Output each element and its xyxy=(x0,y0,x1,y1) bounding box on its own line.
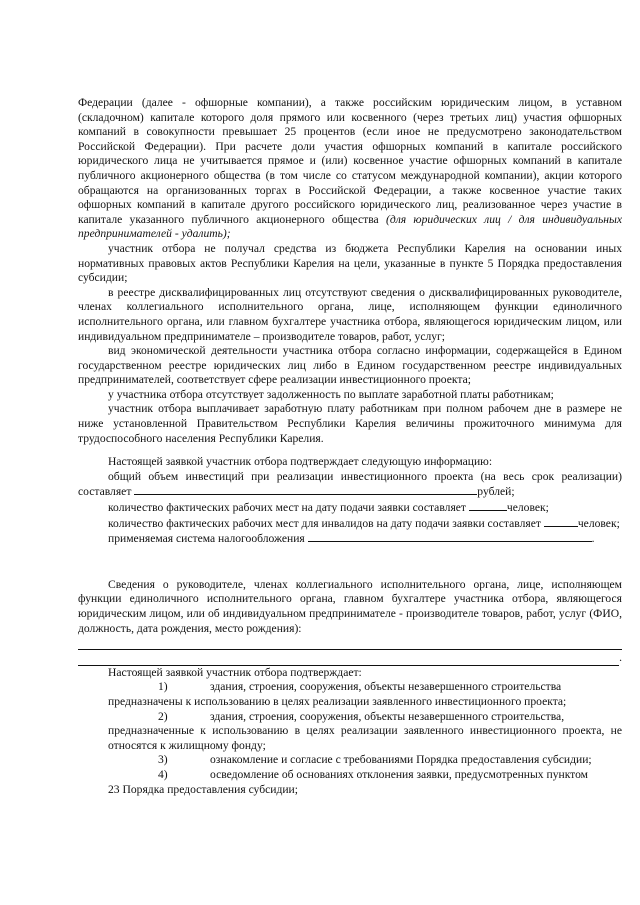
confirm-list-item-2: 2) здания, строения, сооружения, объекты незавершенного строительства, предназначенные к использованию в целях реализации заявленного инвестиционного проекта, не относятся к жилищному фонду; xyxy=(108,709,622,752)
disabled-jobs-field[interactable] xyxy=(544,516,578,527)
italic-note: (для юридических лиц / для индивидуальных предпринимателей - удалить); xyxy=(78,212,622,241)
confirm-heading: Настоящей заявкой участник отбора подтверждает: xyxy=(108,665,362,679)
tax-system-line: применяемая система налогообложения . xyxy=(108,532,595,546)
document-page xyxy=(78,96,622,797)
confirm-list-item-3: 3) ознакомление и согласие с требованиями Порядка предоставления субсидии; xyxy=(158,753,592,767)
invest-volume-field[interactable] xyxy=(134,484,477,495)
invest-volume-line: общий объем инвестиций при реализации инвестиционного проекта (на весь срок реализации) составляет рублей; xyxy=(78,469,622,499)
paragraph-salary-debt: у участника отбора отсутствует задолженность по выплате заработной платы работникам; xyxy=(108,387,554,401)
jobs-field[interactable] xyxy=(469,500,507,511)
confirm-list-item-1: 1) здания, строения, сооружения, объекты незавершенного строительства предназначены к использованию в целях реализации заявленного инвестиционного проекта; xyxy=(108,680,567,708)
paragraph-salary-min: участник отбора выплачивает заработную плату работникам при полном рабочем дне в размере не ниже установленной Правительством Республики Карелия величины прожиточного минимума для трудоспособного населения Республики Карелия. xyxy=(78,402,622,445)
disabled-jobs-line: количество фактических рабочих мест для инвалидов на дату подачи заявки составляет человек; xyxy=(108,516,620,530)
paragraph-offshore: Федерации (далее - офшорные компании), а также российским юридическим лицом, в уставном (складочном) капитале которого доля прямого или косвенного (через третьих лиц) участия офшорных компаний в совокупности превышает 25 процентов (если иное не предусмотрено законодательством Российской Федерации). При расчете доли участия офшорных компаний в капитале российского юридического лица не учитывается прямое и (или) косвенное участие офшорных компаний в капитале публичного акционерного общества (в том числе со статусом международной компании), акции которого обращаются на организованных торгах в Российской Федерации, а также косвенное участие таких офшорных компаний в капитале другого российского юридического лиц, реализованное через участие в капитале указанного публичного акционерного общества (для юридических лиц / для индивидуальных предпринимателей - удалить); xyxy=(78,96,622,241)
paragraph-activity: вид экономической деятельности участника отбора согласно информации, содержащейся в Едином государственном реестре юридических лиц либо в Едином государственном реестре индивидуальных предпринимателей, соответствует сфере реализации инвестиционного проекта; xyxy=(78,344,622,387)
paragraph-budget: участник отбора не получал средства из бюджета Республики Карелия на основании иных нормативных правовых актов Республики Карелия на цели, указанные в пункте 5 Порядка предоставления субсидии; xyxy=(78,241,622,285)
heads-info-field-2[interactable]: . xyxy=(78,651,622,666)
paragraph-disqualified: в реестре дисквалифицированных лиц отсутствуют сведения о дисквалифицированных руководителе, членах коллегиального исполнительного органа, лице, исполняющем функции единоличного исполнительного органа, или главном бухгалтере участника отбора, являющегося юридическим лицом, или индивидуальном предпринимателе – производителе товаров, работ, услуг; xyxy=(78,285,622,343)
heads-info-field-1[interactable] xyxy=(78,636,622,650)
confirm-list-item-4: 4) осведомление об основаниях отклонения заявки, предусмотренных пунктом 23 Порядка предоставления субсидии; xyxy=(108,767,589,796)
confirm-info-heading: Настоящей заявкой участник отбора подтверждает следующую информацию: xyxy=(108,455,493,469)
jobs-line: количество фактических рабочих мест на дату подачи заявки составляет человек; xyxy=(108,501,549,515)
heads-info-paragraph: Сведения о руководителе, членах коллегиального исполнительного органа, лице, исполняющем функции единоличного исполнительного органа, главном бухгалтере участника отбора, являющегося юридическим лицом, или об индивидуальном предпринимателе - производителе товаров, работ, услуг (ФИО, должность, дата рождения, место рождения): xyxy=(78,577,622,635)
tax-system-field[interactable] xyxy=(308,531,592,542)
